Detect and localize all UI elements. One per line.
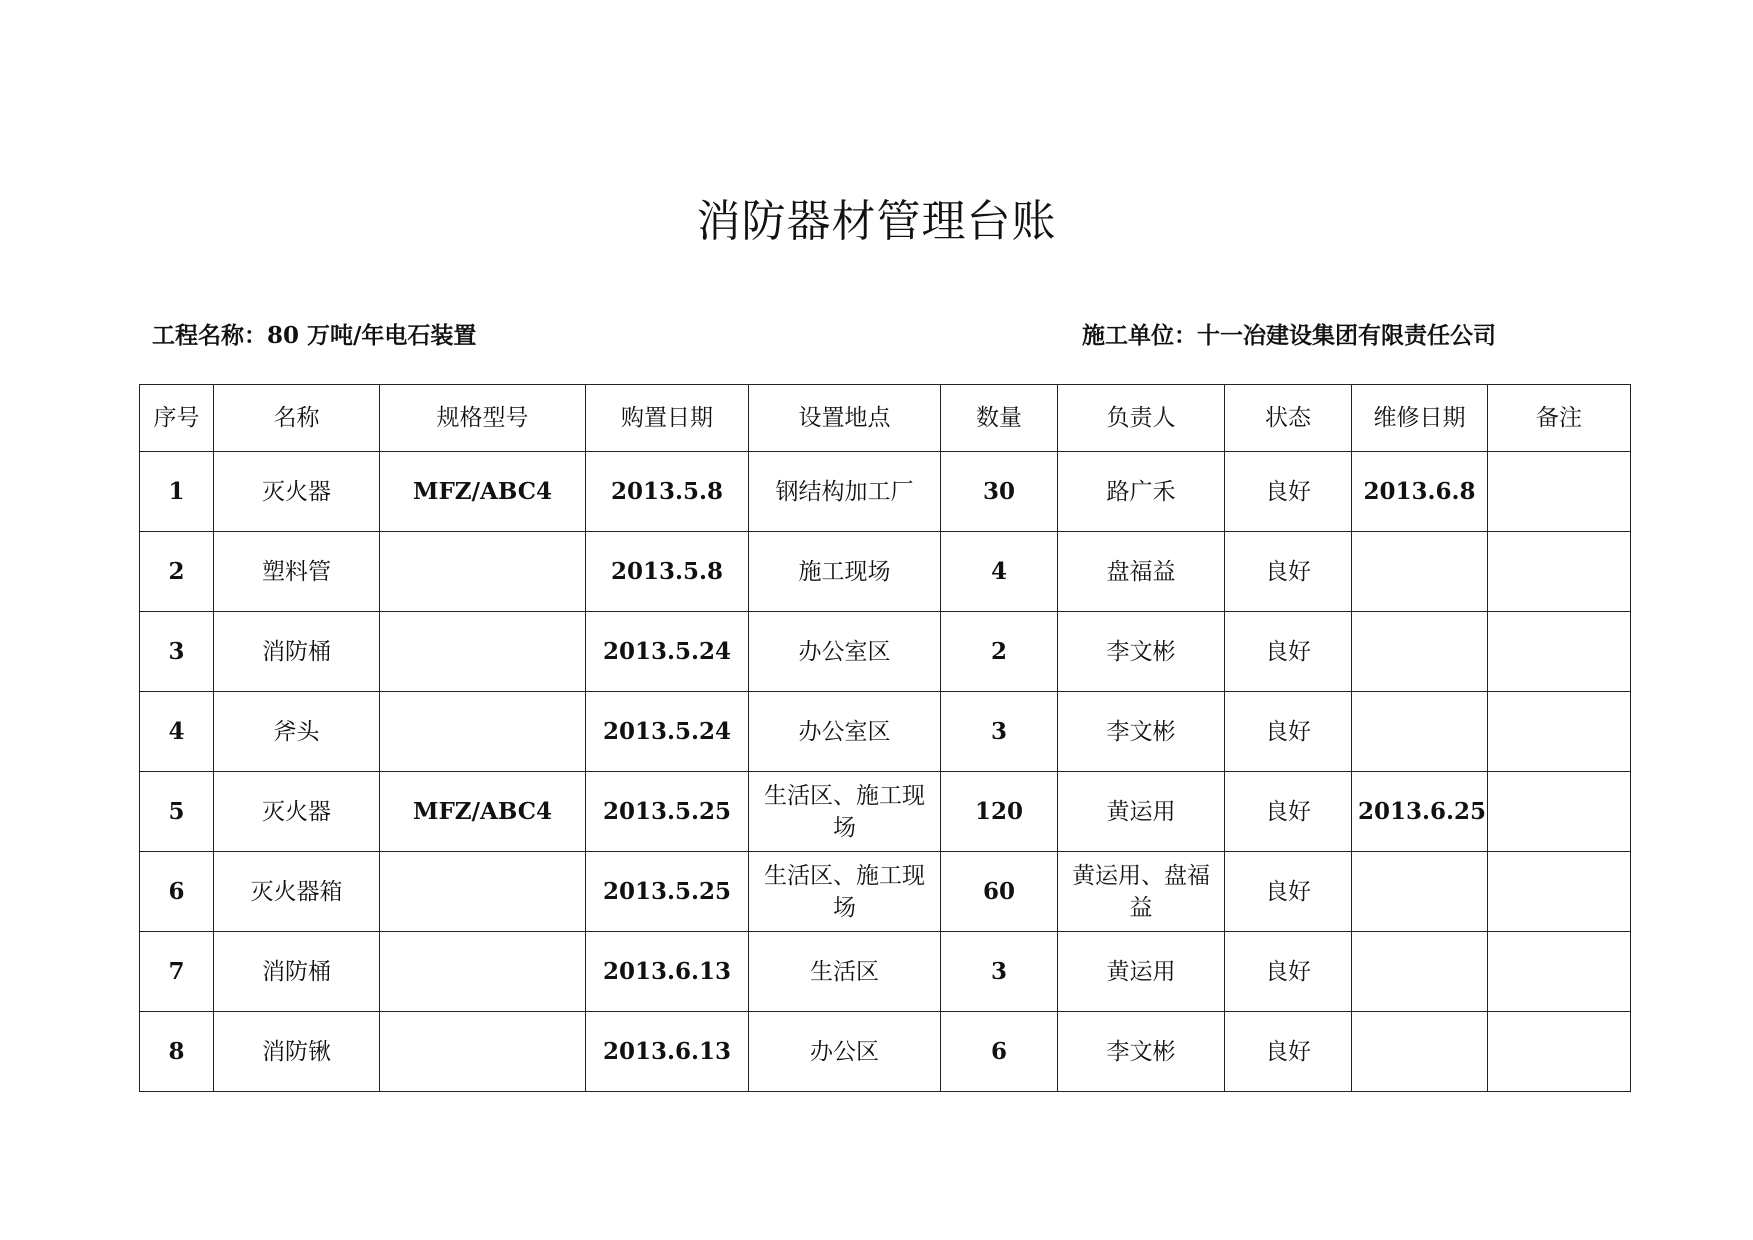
cell-model: MFZ/ABC4: [380, 452, 586, 532]
cell-status: 良好: [1225, 932, 1352, 1012]
cell-status: 良好: [1225, 1012, 1352, 1092]
cell-name: 消防桶: [214, 932, 380, 1012]
cell-quantity: 3: [941, 692, 1058, 772]
cell-quantity: 3: [941, 932, 1058, 1012]
cell-index: 6: [140, 852, 214, 932]
document-title: 消防器材管理台账: [696, 196, 1057, 247]
contractor-info: [1082, 318, 1496, 354]
cell-repair-date: [1352, 1012, 1488, 1092]
cell-status: 良好: [1225, 532, 1352, 612]
cell-quantity: 60: [941, 852, 1058, 932]
contractor-label: 施工单位：: [1082, 322, 1197, 349]
table-row: [140, 452, 1631, 532]
cell-status: 良好: [1225, 772, 1352, 852]
header-cell-model: 规格型号: [380, 385, 586, 452]
cell-index: 1: [140, 452, 214, 532]
cell-repair-date: [1352, 532, 1488, 612]
cell-location: 办公室区: [749, 612, 941, 692]
cell-location: 办公室区: [749, 692, 941, 772]
header-cell-repair-date: 维修日期: [1352, 385, 1488, 452]
header-cell-status: 状态: [1225, 385, 1352, 452]
header-cell-remarks: 备注: [1488, 385, 1631, 452]
cell-model: [380, 612, 586, 692]
cell-model: [380, 932, 586, 1012]
cell-status: 良好: [1225, 612, 1352, 692]
cell-status: 良好: [1225, 852, 1352, 932]
cell-purchase-date: 2013.5.24: [586, 692, 749, 772]
cell-name: 灭火器: [214, 772, 380, 852]
cell-person: 黄运用、盘福益: [1058, 852, 1225, 932]
header-row: [140, 385, 1631, 452]
cell-remarks: [1488, 852, 1631, 932]
table-row: [140, 692, 1631, 772]
header-cell-name: 名称: [214, 385, 380, 452]
cell-index: 8: [140, 1012, 214, 1092]
cell-index: 3: [140, 612, 214, 692]
cell-name: 消防锹: [214, 1012, 380, 1092]
cell-repair-date: 2013.6.8: [1352, 452, 1488, 532]
cell-status: 良好: [1225, 692, 1352, 772]
cell-person: 李文彬: [1058, 612, 1225, 692]
cell-quantity: 4: [941, 532, 1058, 612]
cell-repair-date: [1352, 932, 1488, 1012]
cell-person: 李文彬: [1058, 692, 1225, 772]
cell-index: 4: [140, 692, 214, 772]
table-row: [140, 532, 1631, 612]
cell-remarks: [1488, 452, 1631, 532]
cell-model: [380, 532, 586, 612]
equipment-ledger-table: [139, 384, 1631, 1092]
header-cell-person: 负责人: [1058, 385, 1225, 452]
project-info: [152, 318, 476, 354]
cell-purchase-date: 2013.5.8: [586, 452, 749, 532]
cell-purchase-date: 2013.5.24: [586, 612, 749, 692]
cell-purchase-date: 2013.6.13: [586, 932, 749, 1012]
project-name: 80 万吨/年电石装置: [267, 322, 477, 349]
cell-purchase-date: 2013.6.13: [586, 1012, 749, 1092]
cell-status: 良好: [1225, 452, 1352, 532]
header-cell-purchase-date: 购置日期: [586, 385, 749, 452]
cell-location: 生活区、施工现场: [749, 852, 941, 932]
cell-person: 黄运用: [1058, 932, 1225, 1012]
cell-location: 施工现场: [749, 532, 941, 612]
cell-purchase-date: 2013.5.25: [586, 852, 749, 932]
cell-quantity: 6: [941, 1012, 1058, 1092]
table-row: [140, 932, 1631, 1012]
cell-quantity: 120: [941, 772, 1058, 852]
cell-repair-date: [1352, 852, 1488, 932]
cell-person: 黄运用: [1058, 772, 1225, 852]
project-label: 工程名称：: [152, 322, 267, 349]
cell-remarks: [1488, 612, 1631, 692]
cell-index: 7: [140, 932, 214, 1012]
cell-name: 斧头: [214, 692, 380, 772]
cell-remarks: [1488, 532, 1631, 612]
cell-model: [380, 1012, 586, 1092]
cell-person: 路广禾: [1058, 452, 1225, 532]
cell-index: 5: [140, 772, 214, 852]
cell-quantity: 2: [941, 612, 1058, 692]
cell-model: [380, 692, 586, 772]
cell-purchase-date: 2013.5.25: [586, 772, 749, 852]
cell-quantity: 30: [941, 452, 1058, 532]
cell-repair-date: [1352, 692, 1488, 772]
cell-remarks: [1488, 772, 1631, 852]
contractor-name: 十一冶建设集团有限责任公司: [1197, 322, 1496, 349]
cell-location: 办公区: [749, 1012, 941, 1092]
cell-model: [380, 852, 586, 932]
header-cell-quantity: 数量: [941, 385, 1058, 452]
cell-person: 盘福益: [1058, 532, 1225, 612]
header-cell-location: 设置地点: [749, 385, 941, 452]
cell-remarks: [1488, 1012, 1631, 1092]
cell-purchase-date: 2013.5.8: [586, 532, 749, 612]
table-row: [140, 772, 1631, 852]
table-row: [140, 612, 1631, 692]
cell-remarks: [1488, 692, 1631, 772]
cell-location: 生活区: [749, 932, 941, 1012]
cell-index: 2: [140, 532, 214, 612]
cell-name: 灭火器箱: [214, 852, 380, 932]
cell-remarks: [1488, 932, 1631, 1012]
cell-model: MFZ/ABC4: [380, 772, 586, 852]
cell-location: 钢结构加工厂: [749, 452, 941, 532]
table-row: [140, 852, 1631, 932]
cell-location: 生活区、施工现场: [749, 772, 941, 852]
cell-person: 李文彬: [1058, 1012, 1225, 1092]
cell-repair-date: 2013.6.25: [1352, 772, 1488, 852]
cell-name: 塑料管: [214, 532, 380, 612]
cell-name: 消防桶: [214, 612, 380, 692]
cell-repair-date: [1352, 612, 1488, 692]
table-row: [140, 1012, 1631, 1092]
header-cell-index: 序号: [140, 385, 214, 452]
cell-name: 灭火器: [214, 452, 380, 532]
